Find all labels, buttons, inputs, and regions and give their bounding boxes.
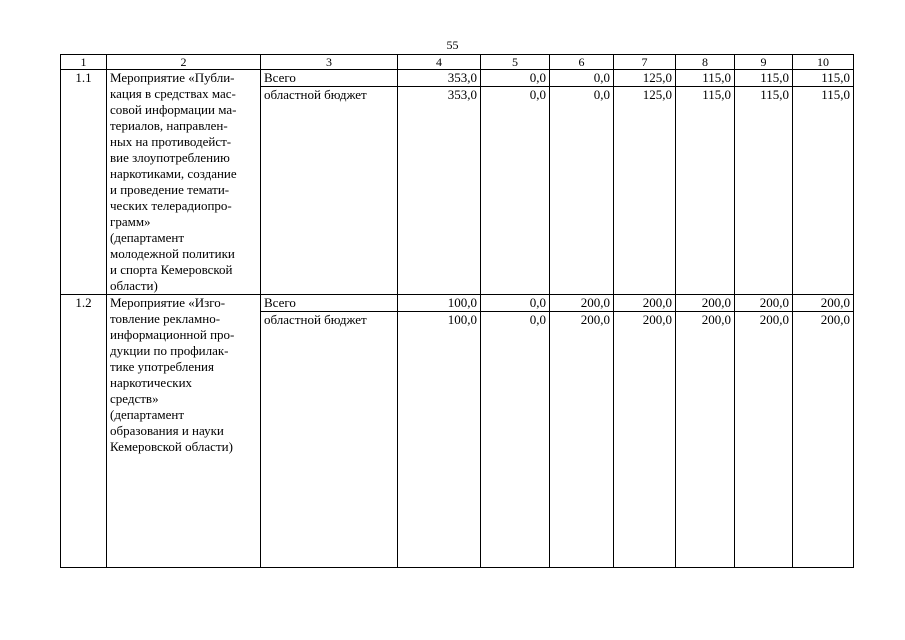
funding-value: 200,0	[614, 312, 676, 568]
table-header-row	[61, 55, 854, 70]
table-row	[61, 295, 854, 312]
funding-value: 200,0	[614, 295, 676, 312]
funding-value: 200,0	[676, 312, 735, 568]
activity-description	[107, 295, 261, 568]
column-header: 7	[614, 55, 676, 70]
funding-value: 0,0	[550, 87, 614, 295]
funding-value: 200,0	[793, 295, 854, 312]
funding-value: 353,0	[398, 87, 481, 295]
description-line: вие злоупотреблению	[110, 150, 230, 165]
description-line: тике употребления	[110, 359, 214, 374]
funding-value: 200,0	[735, 312, 793, 568]
column-header: 9	[735, 55, 793, 70]
description-line: наркотиками, создание	[110, 166, 237, 181]
description-line: кация в средствах мас-	[110, 86, 236, 101]
funding-value: 0,0	[550, 70, 614, 87]
funding-value: 100,0	[398, 312, 481, 568]
funding-value: 100,0	[398, 295, 481, 312]
description-line: товление рекламно-	[110, 311, 221, 326]
table-row	[61, 70, 854, 87]
funding-value: 115,0	[735, 87, 793, 295]
column-header: 3	[261, 55, 398, 70]
description-line: области)	[110, 278, 158, 293]
budget-table	[60, 54, 854, 568]
activity-description	[107, 70, 261, 295]
description-line: молодежной политики	[110, 246, 235, 261]
description-line: (департамент	[110, 407, 185, 422]
funding-value: 200,0	[793, 312, 854, 568]
description-line: средств»	[110, 391, 159, 406]
funding-value: 115,0	[793, 87, 854, 295]
description-line: и спорта Кемеровской	[110, 262, 233, 277]
description-line: образования и науки	[110, 423, 224, 438]
funding-value: 353,0	[398, 70, 481, 87]
column-header: 6	[550, 55, 614, 70]
column-header: 2	[107, 55, 261, 70]
funding-value: 200,0	[735, 295, 793, 312]
funding-value: 115,0	[793, 70, 854, 87]
row-number: 1.1	[61, 70, 107, 295]
description-line: Мероприятие «Публи-	[110, 70, 235, 85]
funding-value: 125,0	[614, 87, 676, 295]
column-header: 8	[676, 55, 735, 70]
description-line: (департамент	[110, 230, 185, 245]
description-line: ческих телерадиопро-	[110, 198, 232, 213]
column-header: 10	[793, 55, 854, 70]
column-header: 1	[61, 55, 107, 70]
description-line: Кемеровской области)	[110, 439, 233, 454]
funding-source: областной бюджет	[261, 87, 398, 295]
funding-value: 115,0	[735, 70, 793, 87]
funding-value: 200,0	[550, 295, 614, 312]
description-line: ных на противодейст-	[110, 134, 232, 149]
funding-source: областной бюджет	[261, 312, 398, 568]
funding-source: Всего	[261, 70, 398, 87]
description-line: и проведение темати-	[110, 182, 230, 197]
funding-value: 0,0	[481, 70, 550, 87]
column-header: 5	[481, 55, 550, 70]
funding-value: 200,0	[676, 295, 735, 312]
description-line: информационной про-	[110, 327, 235, 342]
column-header: 4	[398, 55, 481, 70]
funding-value: 0,0	[481, 87, 550, 295]
funding-value: 0,0	[481, 312, 550, 568]
description-line: дукции по профилак-	[110, 343, 229, 358]
funding-source: Всего	[261, 295, 398, 312]
funding-value: 125,0	[614, 70, 676, 87]
description-line: грамм»	[110, 214, 151, 229]
row-number: 1.2	[61, 295, 107, 568]
funding-value: 115,0	[676, 87, 735, 295]
description-line: наркотических	[110, 375, 193, 390]
description-line: совой информации ма-	[110, 102, 237, 117]
funding-value: 200,0	[550, 312, 614, 568]
funding-value: 0,0	[481, 295, 550, 312]
funding-value: 115,0	[676, 70, 735, 87]
description-line: териалов, направлен-	[110, 118, 228, 133]
description-line: Мероприятие «Изго-	[110, 295, 226, 310]
page-number: 55	[446, 38, 459, 52]
